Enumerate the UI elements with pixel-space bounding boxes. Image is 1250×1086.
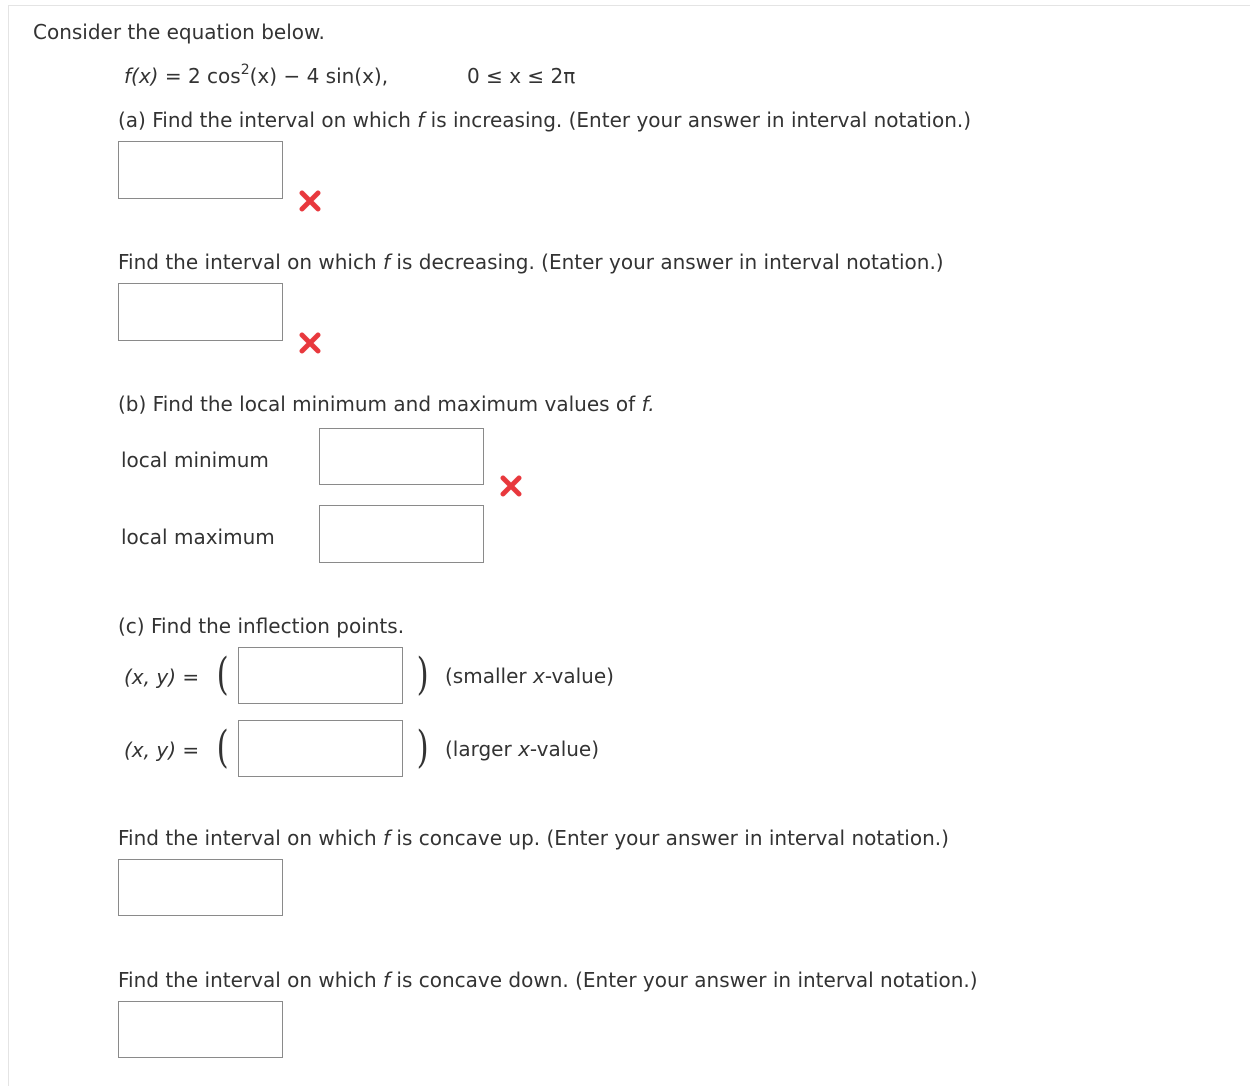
xy-label: (x, y) — [124, 665, 176, 689]
prompt-prefix: Find the interval on which — [118, 250, 384, 274]
x-mark-icon — [299, 190, 321, 212]
equation-term1-exponent: 2 — [240, 62, 250, 79]
intro-text: Consider the equation below. — [33, 20, 325, 44]
inflection-point-2-label — [124, 738, 199, 762]
prompt-var: f. — [641, 392, 655, 416]
prompt-prefix: Find the interval on which — [118, 968, 384, 992]
local-minimum-input[interactable] — [319, 428, 484, 485]
prompt-suffix: is increasing. (Enter your answer in interval notation.) — [424, 108, 972, 132]
prompt-prefix: (a) Find the interval on which — [118, 108, 418, 132]
prompt-var: f — [383, 826, 391, 850]
close-paren: ) — [416, 649, 429, 700]
increasing-interval-input[interactable] — [118, 141, 283, 199]
local-minimum-label: local minimum — [121, 448, 269, 472]
prompt-var: f — [383, 250, 391, 274]
decreasing-interval-input[interactable] — [118, 283, 283, 341]
equation-minus: − — [283, 64, 301, 88]
note-var: x — [532, 664, 545, 688]
prompt-var: f — [417, 108, 425, 132]
equation-term1-arg: (x) — [249, 64, 278, 88]
concave-up-interval-input[interactable] — [118, 859, 283, 916]
local-maximum-label: local maximum — [121, 525, 275, 549]
equation-term2: 4 sin(x), — [306, 64, 389, 88]
note-var: x — [518, 737, 530, 761]
open-paren: ( — [216, 649, 229, 700]
note-suffix: -value) — [529, 737, 600, 761]
inflection-point-1-note — [445, 664, 614, 688]
x-mark-icon — [500, 475, 522, 497]
open-paren: ( — [216, 722, 229, 773]
concave-down-prompt — [118, 968, 978, 992]
prompt-prefix: (b) Find the local minimum and maximum values of — [118, 392, 642, 416]
part-a-decreasing-prompt — [118, 250, 944, 274]
note-prefix: (larger — [445, 737, 519, 761]
part-b-prompt — [118, 392, 655, 416]
equation-lhs: f(x) — [124, 64, 159, 88]
note-suffix: -value) — [544, 664, 614, 688]
prompt-var: f — [383, 968, 391, 992]
note-prefix: (smaller — [445, 664, 533, 688]
equation-domain: 0 ≤ x ≤ 2π — [467, 64, 576, 88]
prompt-suffix: is decreasing. (Enter your answer in interval notation.) — [390, 250, 944, 274]
x-mark-icon — [299, 332, 321, 354]
part-c-prompt: (c) Find the inflection points. — [118, 614, 405, 638]
close-paren: ) — [416, 722, 429, 773]
xy-label: (x, y) — [124, 738, 176, 762]
prompt-suffix: is concave down. (Enter your answer in interval notation.) — [390, 968, 978, 992]
inflection-point-2-input[interactable] — [238, 720, 403, 777]
part-a-increasing-prompt — [118, 108, 971, 132]
equation — [124, 64, 388, 88]
inflection-point-1-label — [124, 665, 199, 689]
prompt-prefix: Find the interval on which — [118, 826, 384, 850]
equation-equals: = — [164, 64, 182, 88]
equation-term1: 2 cos — [187, 64, 241, 88]
concave-down-interval-input[interactable] — [118, 1001, 283, 1058]
equals-sign: = — [182, 665, 200, 689]
equals-sign: = — [182, 738, 200, 762]
prompt-suffix: is concave up. (Enter your answer in interval notation.) — [390, 826, 949, 850]
local-maximum-input[interactable] — [319, 505, 484, 563]
inflection-point-1-input[interactable] — [238, 647, 403, 704]
inflection-point-2-note — [445, 737, 599, 761]
concave-up-prompt — [118, 826, 949, 850]
